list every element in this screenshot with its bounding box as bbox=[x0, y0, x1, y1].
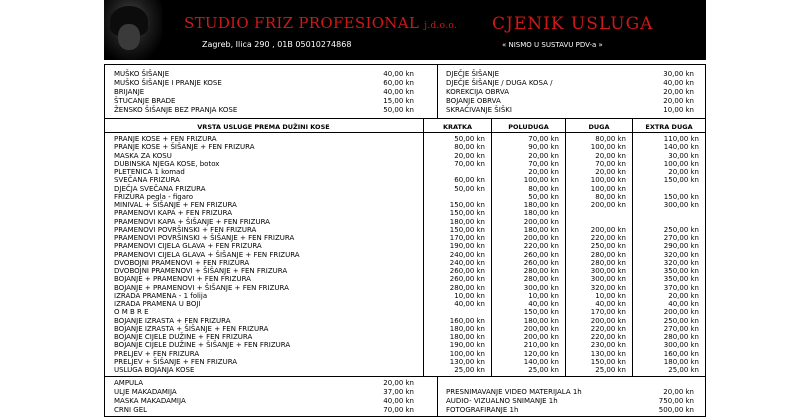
service-name: BOJANJE IZRASTA + ŠIŠANJE + FEN FRIZURA bbox=[114, 324, 269, 333]
price-cell: 300,00 kn bbox=[590, 267, 626, 275]
price-cell: 10,00 kn bbox=[528, 291, 559, 300]
price-cell: 160,00 kn bbox=[663, 349, 699, 358]
service-name: DVOBOJNI PRAMENOVI + ŠIŠANJE + FEN FRIZURA bbox=[114, 267, 288, 275]
price-cell: 100,00 kn bbox=[590, 143, 626, 152]
list-item: BOJANJE OBRVA 20,00 kn bbox=[446, 97, 694, 105]
price-cell: 20,00 kn bbox=[668, 168, 699, 176]
studio-name bbox=[184, 14, 457, 32]
table-header-duga: DUGA bbox=[588, 123, 610, 131]
list-item: BRIJANJE 40,00 kn bbox=[114, 88, 414, 96]
price-cell: 20,00 kn bbox=[595, 151, 626, 160]
service-name: BOJANJE + PRAMENOVI + FEN FRIZURA bbox=[114, 275, 251, 284]
price-cell: 10,00 kn bbox=[595, 291, 626, 300]
service-name: USLUGA BOJANJA KOSE bbox=[114, 366, 195, 374]
price-cell: 250,00 kn bbox=[590, 242, 626, 251]
price-cell: 270,00 kn bbox=[663, 324, 699, 333]
price-cell: 200,00 kn bbox=[523, 333, 559, 341]
price-cell: 280,00 kn bbox=[590, 250, 626, 259]
list-item: CRNI GEL 70,00 kn bbox=[114, 406, 414, 414]
price-cell: 10,00 kn bbox=[454, 291, 485, 300]
price-cell: 70,00 kn bbox=[528, 135, 559, 143]
service-name: PRANJE KOSE + FEN FRIZURA bbox=[114, 135, 217, 143]
price-cell: 20,00 kn bbox=[528, 151, 559, 160]
table-header-kratka: KRATKA bbox=[442, 123, 473, 131]
service-name: PRAMENOVI CIJELA GLAVA + FEN FRIZURA bbox=[114, 242, 262, 251]
service-name: DJEČJA SVEČANA FRIZURA bbox=[114, 184, 206, 193]
price-cell: 40,00 kn bbox=[528, 300, 559, 308]
price-cell: 350,00 kn bbox=[663, 267, 699, 275]
service-name: BOJANJE IZRASTA + FEN FRIZURA bbox=[114, 316, 231, 325]
price-cell: 40,00 kn bbox=[454, 300, 485, 308]
price-cell: 100,00 kn bbox=[590, 176, 626, 185]
price-cell: 200,00 kn bbox=[523, 217, 559, 226]
price-cell: 200,00 kn bbox=[590, 201, 626, 209]
price-cell: 200,00 kn bbox=[590, 316, 626, 325]
price-list-sheet bbox=[104, 0, 706, 417]
service-name: BOJANJE CIJELE DUŽINE + FEN FRIZURA bbox=[114, 333, 253, 341]
rule-table-top bbox=[104, 118, 706, 119]
price-cell: 300,00 kn bbox=[590, 275, 626, 284]
table-header-extra-duga: EXTRA DUGA bbox=[645, 123, 693, 131]
price-cell: 100,00 kn bbox=[523, 176, 559, 185]
price-cell: 370,00 kn bbox=[663, 283, 699, 292]
price-cell: 180,00 kn bbox=[449, 324, 485, 333]
service-name: PRAMENOVI POVRŠINSKI + FEN FRIZURA bbox=[114, 225, 257, 234]
price-cell: 120,00 kn bbox=[523, 349, 559, 358]
service-name: FRIZURA pegla - figaro bbox=[114, 192, 194, 201]
price-cell: 220,00 kn bbox=[590, 333, 626, 341]
price-cell: 90,00 kn bbox=[528, 143, 559, 152]
price-cell: 180,00 kn bbox=[523, 201, 559, 209]
price-cell: 150,00 kn bbox=[449, 201, 485, 209]
studio-suffix: j.d.o.o. bbox=[424, 21, 458, 31]
list-item: SKRAĆIVANJE ŠIŠKI 10,00 kn bbox=[446, 106, 694, 114]
list-item: MASKA MAKADAMIJA 40,00 kn bbox=[114, 397, 414, 405]
price-cell: 20,00 kn bbox=[454, 151, 485, 160]
list-item: ŽENSKO ŠIŠANJE BEZ PRANJA KOSE 50,00 kn bbox=[114, 106, 414, 114]
price-cell: 280,00 kn bbox=[449, 283, 485, 292]
service-name: PLETENICA 1 komad bbox=[114, 168, 185, 176]
price-cell: 170,00 kn bbox=[449, 234, 485, 242]
price-cell: 260,00 kn bbox=[449, 275, 485, 284]
service-name: MINIVAL + ŠIŠANJE + FEN FRIZURA bbox=[114, 201, 237, 209]
price-cell: 160,00 kn bbox=[449, 316, 485, 325]
price-cell: 220,00 kn bbox=[590, 234, 626, 242]
service-name: PRAMENOVI CIJELA GLAVA + ŠIŠANJE + FEN FRIZURA bbox=[114, 250, 300, 259]
price-cell: 280,00 kn bbox=[523, 267, 559, 275]
price-cell: 80,00 kn bbox=[528, 184, 559, 193]
price-cell: 240,00 kn bbox=[449, 258, 485, 267]
list-item: AUDIO- VIZUALNO SNIMANJE 1h 750,00 kn bbox=[446, 397, 694, 405]
price-cell: 20,00 kn bbox=[595, 168, 626, 176]
price-cell: 190,00 kn bbox=[449, 341, 485, 350]
price-cell: 25,00 kn bbox=[595, 366, 626, 374]
price-cell: 25,00 kn bbox=[528, 366, 559, 374]
service-name: PRELJEV + ŠIŠANJE + FEN FRIZURA bbox=[114, 357, 238, 366]
price-cell: 150,00 kn bbox=[590, 357, 626, 366]
vat-note: « NISMO U SUSTAVU PDV-a » bbox=[502, 41, 603, 49]
list-item: DJEČJE ŠIŠANJE / DUGA KOSA / 40,00 kn bbox=[446, 79, 694, 87]
price-cell: 230,00 kn bbox=[590, 341, 626, 350]
price-cell: 280,00 kn bbox=[523, 275, 559, 284]
price-cell: 300,00 kn bbox=[663, 341, 699, 350]
list-item: MUŠKO ŠIŠANJE 40,00 kn bbox=[114, 70, 414, 78]
price-cell: 150,00 kn bbox=[663, 176, 699, 185]
price-cell: 260,00 kn bbox=[449, 267, 485, 275]
price-cell: 190,00 kn bbox=[449, 242, 485, 251]
list-item: ŠTUCANJE BRADE 15,00 kn bbox=[114, 97, 414, 105]
studio-address: Zagreb, Ilica 290 , 01B 05010274868 bbox=[202, 40, 352, 49]
price-cell: 260,00 kn bbox=[523, 258, 559, 267]
price-cell: 130,00 kn bbox=[449, 357, 485, 366]
price-cell: 140,00 kn bbox=[523, 357, 559, 366]
price-cell: 50,00 kn bbox=[528, 192, 559, 201]
price-cell: 40,00 kn bbox=[668, 300, 699, 308]
price-cell: 300,00 kn bbox=[523, 283, 559, 292]
price-cell: 180,00 kn bbox=[523, 316, 559, 325]
service-name: BOJANJE CIJELE DUŽINE + ŠIŠANJE + FEN FRIZURA bbox=[114, 341, 291, 350]
page-title: CJENIK USLUGA bbox=[492, 14, 654, 34]
service-name: PRANJE KOSE + ŠIŠANJE + FEN FRIZURA bbox=[114, 143, 255, 152]
price-cell: 25,00 kn bbox=[454, 366, 485, 374]
price-cell: 100,00 kn bbox=[663, 159, 699, 168]
price-cell: 150,00 kn bbox=[449, 225, 485, 234]
table-row bbox=[104, 366, 706, 375]
price-cell: 260,00 kn bbox=[523, 250, 559, 259]
service-name: BOJANJE + PRAMENOVI + ŠIŠANJE + FEN FRIZURA bbox=[114, 283, 289, 292]
price-cell: 130,00 kn bbox=[590, 349, 626, 358]
price-cell: 200,00 kn bbox=[590, 225, 626, 234]
price-cell: 70,00 kn bbox=[454, 159, 485, 168]
price-cell: 110,00 kn bbox=[663, 135, 699, 143]
price-cell: 200,00 kn bbox=[523, 324, 559, 333]
price-cell: 170,00 kn bbox=[590, 308, 626, 317]
price-cell: 220,00 kn bbox=[590, 324, 626, 333]
price-cell: 290,00 kn bbox=[663, 242, 699, 251]
rule-table-header bbox=[104, 132, 706, 133]
top-divider bbox=[437, 64, 438, 118]
service-name: PRAMENOVI KAPA + ŠIŠANJE + FEN FRIZURA bbox=[114, 217, 270, 226]
list-item: FOTOGRAFIRANJE 1h 500,00 kn bbox=[446, 406, 694, 414]
price-cell: 80,00 kn bbox=[454, 143, 485, 152]
rule-top bbox=[104, 64, 706, 65]
price-cell: 150,00 kn bbox=[449, 209, 485, 218]
list-item: MUŠKO ŠIŠANJE I PRANJE KOSE 60,00 kn bbox=[114, 79, 414, 87]
price-cell: 70,00 kn bbox=[595, 159, 626, 168]
table-header-poluduga: POLUDUGA bbox=[508, 123, 549, 131]
price-cell: 80,00 kn bbox=[595, 192, 626, 201]
price-cell: 50,00 kn bbox=[454, 184, 485, 193]
price-cell: 60,00 kn bbox=[454, 176, 485, 185]
price-cell: 270,00 kn bbox=[663, 234, 699, 242]
list-item: PRESNIMAVANJE VIDEO MATERIJALA 1h 20,00 kn bbox=[446, 388, 694, 396]
portrait-photo bbox=[104, 0, 162, 60]
service-name: MASKA ZA KOSU bbox=[114, 151, 172, 160]
price-cell: 140,00 kn bbox=[663, 143, 699, 152]
price-cell: 300,00 kn bbox=[663, 201, 699, 209]
service-name: DUBINSKA NJEGA KOSE, botox bbox=[114, 159, 220, 168]
price-cell: 200,00 kn bbox=[663, 308, 699, 317]
price-cell: 150,00 kn bbox=[523, 308, 559, 317]
price-cell: 20,00 kn bbox=[668, 291, 699, 300]
rule-table-bottom bbox=[104, 376, 706, 377]
price-cell: 180,00 kn bbox=[523, 225, 559, 234]
service-name: PRAMENOVI KAPA + FEN FRIZURA bbox=[114, 209, 233, 218]
price-cell: 180,00 kn bbox=[663, 357, 699, 366]
price-cell: 280,00 kn bbox=[663, 333, 699, 341]
list-item: KOREKCIJA OBRVA 20,00 kn bbox=[446, 88, 694, 96]
service-name: IZRADA PRAMENA - 1 folija bbox=[114, 291, 208, 300]
header-banner bbox=[104, 0, 706, 60]
price-cell: 50,00 kn bbox=[454, 135, 485, 143]
price-cell: 320,00 kn bbox=[663, 258, 699, 267]
price-cell: 180,00 kn bbox=[449, 333, 485, 341]
price-cell: 20,00 kn bbox=[528, 168, 559, 176]
price-cell: 220,00 kn bbox=[523, 242, 559, 251]
service-name: PRELJEV + FEN FRIZURA bbox=[114, 349, 200, 358]
price-cell: 180,00 kn bbox=[523, 209, 559, 218]
price-cell: 100,00 kn bbox=[590, 184, 626, 193]
service-name: SVEČANA FRIZURA bbox=[114, 176, 180, 185]
studio-name-text: STUDIO FRIZ PROFESIONAL bbox=[184, 14, 420, 32]
price-cell: 320,00 kn bbox=[663, 250, 699, 259]
service-name: PRAMENOVI POVRŠINSKI + ŠIŠANJE + FEN FRIZURA bbox=[114, 234, 295, 242]
price-cell: 150,00 kn bbox=[663, 192, 699, 201]
price-cell: 40,00 kn bbox=[595, 300, 626, 308]
price-cell: 280,00 kn bbox=[590, 258, 626, 267]
price-cell: 350,00 kn bbox=[663, 275, 699, 284]
price-cell: 70,00 kn bbox=[528, 159, 559, 168]
service-name: DVOBOJNI PRAMENOVI + FEN FRIZURA bbox=[114, 258, 250, 267]
table-header-service: VRSTA USLUGE PREMA DUŽINI KOSE bbox=[197, 123, 330, 131]
service-name: IZRADA PRAMENA U BOJI bbox=[114, 300, 201, 308]
price-cell: 210,00 kn bbox=[523, 341, 559, 350]
price-cell: 180,00 kn bbox=[449, 217, 485, 226]
list-item: ULJE MAKADAMIJA 37,00 kn bbox=[114, 388, 414, 396]
list-item: AMPULA 20,00 kn bbox=[114, 379, 414, 387]
price-cell: 30,00 kn bbox=[668, 151, 699, 160]
price-cell: 80,00 kn bbox=[595, 135, 626, 143]
service-name: O M B R E bbox=[114, 308, 149, 317]
price-cell: 250,00 kn bbox=[663, 316, 699, 325]
price-cell: 250,00 kn bbox=[663, 225, 699, 234]
price-cell: 200,00 kn bbox=[523, 234, 559, 242]
list-item: DJEČJE ŠIŠANJE 30,00 kn bbox=[446, 70, 694, 78]
bottom-divider bbox=[437, 376, 438, 417]
price-cell: 240,00 kn bbox=[449, 250, 485, 259]
price-cell: 25,00 kn bbox=[668, 366, 699, 374]
price-cell: 100,00 kn bbox=[449, 349, 485, 358]
price-cell: 320,00 kn bbox=[590, 283, 626, 292]
